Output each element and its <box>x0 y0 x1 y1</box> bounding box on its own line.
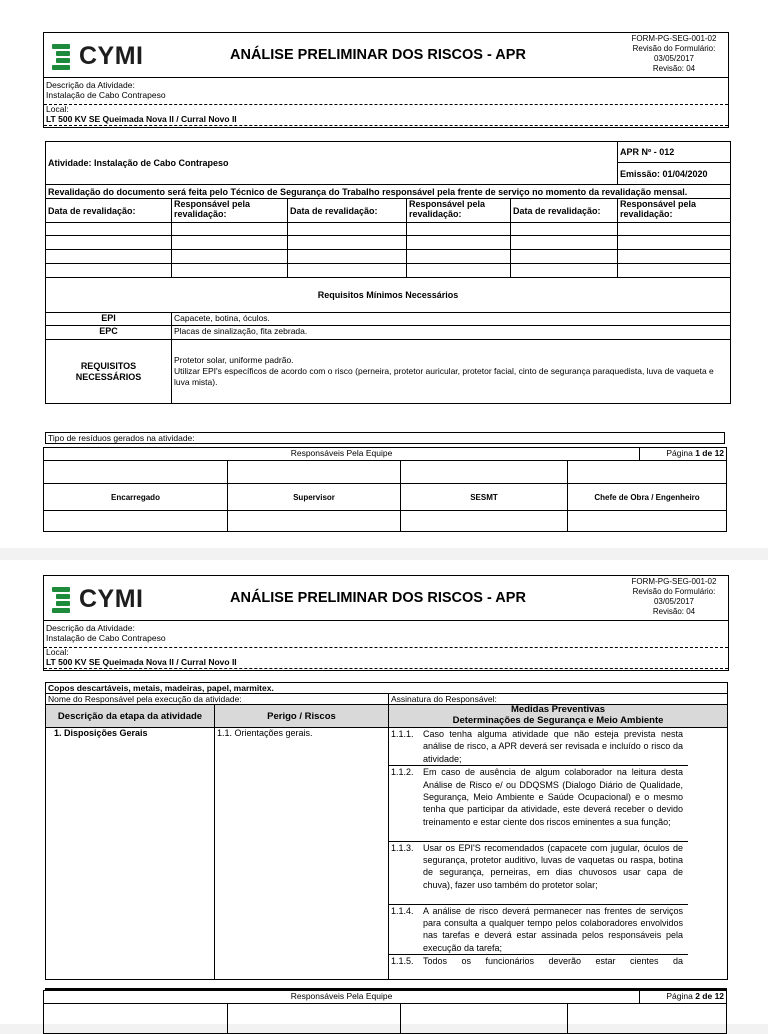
measure-number: 1.1.3. <box>391 842 414 853</box>
team-label: Responsáveis Pela Equipe <box>44 991 640 1004</box>
local-value: LT 500 KV SE Queimada Nova II / Curral Novo II <box>46 656 237 667</box>
requirements-line: Protetor solar, uniforme padrão. <box>174 355 294 365</box>
role-chefe-obra: Chefe de Obra / Engenheiro <box>568 484 727 511</box>
local-label: Local: <box>46 647 69 657</box>
epi-value: Capacete, botina, óculos. <box>172 313 731 326</box>
measure-text: A análise de risco deverá permanecer nas frentes de serviços para consulta a qualquer tempo pelos colaboradores envolvidos nas tarefas e deverá estar assinada pelos responsáveis pela execução da tarefa; <box>423 905 683 953</box>
step-description: 1. Disposições Gerais <box>46 728 215 980</box>
local-label: Local: <box>46 104 69 114</box>
reval-responsible-header: Responsável pela revalidação: <box>172 199 288 223</box>
revision-number: Revisão: 04 <box>652 607 696 616</box>
activity-block <box>43 621 729 671</box>
reval-row <box>46 264 731 278</box>
requirements-value <box>172 340 731 404</box>
risk-table <box>45 682 728 980</box>
form-revision-date: 03/05/2017 <box>653 597 695 606</box>
apr-number: APR Nº - 012 <box>618 142 731 163</box>
activity-cell: Atividade: Instalação de Cabo Contrapeso <box>46 142 618 185</box>
signature-table <box>43 447 727 532</box>
col-hazard-header: Perigo / Riscos <box>215 705 389 728</box>
measure-number: 1.1.5. <box>391 956 414 967</box>
document-page-2 <box>0 560 768 1024</box>
local-value: LT 500 KV SE Queimada Nova II / Curral Novo II <box>46 113 237 124</box>
document-title: ANÁLISE PRELIMINAR DOS RISCOS - APR <box>230 590 526 606</box>
revalidation-note: Revalidação do documento será feita pelo Técnico de Segurança do Trabalho responsável pela frente de serviço no momento da revalidação mensal. <box>46 185 731 199</box>
hazard-cell: 1.1. Orientações gerais. <box>215 728 389 980</box>
col-measures-header: Medidas Preventivas Determinações de Segurança e Meio Ambiente <box>389 705 728 728</box>
requirements-label: REQUISITOS NECESSÁRIOS <box>46 340 172 404</box>
document-header <box>43 575 729 621</box>
form-revision-label: Revisão do Formulário: <box>632 587 716 596</box>
apr-table <box>45 141 731 404</box>
description-label: Descrição da Atividade: <box>46 80 135 90</box>
revision-number: Revisão: 04 <box>652 64 696 73</box>
form-revision-date: 03/05/2017 <box>653 54 695 63</box>
form-code-block <box>620 33 728 74</box>
logo-text: CYMI <box>79 585 144 613</box>
page-number: Página 2 de 12 <box>640 991 727 1004</box>
col-step-header: Descrição da etapa da atividade <box>46 705 215 728</box>
epi-label: EPI <box>46 313 172 326</box>
description-value: Instalação de Cabo Contrapeso <box>46 89 166 100</box>
role-sesmt: SESMT <box>401 484 568 511</box>
reval-responsible-header: Responsável pela revalidação: <box>407 199 511 223</box>
cymi-logo-icon <box>52 587 74 613</box>
signature-table <box>43 990 727 1034</box>
waste-value: Copos descartáveis, metais, madeiras, papel, marmitex. <box>46 683 728 694</box>
form-revision-label: Revisão do Formulário: <box>632 44 716 53</box>
measure-number: 1.1.4. <box>391 905 414 916</box>
measure-text: Todos os funcionários deverão estar cientes da <box>423 956 683 967</box>
responsible-signature-field: Assinatura do Responsável: <box>389 694 728 705</box>
form-code: FORM-PG-SEG-001-02 <box>631 577 717 586</box>
page-number: Página 1 de 12 <box>640 448 727 461</box>
reval-row <box>46 223 731 236</box>
reval-responsible-header: Responsável pela revalidação: <box>618 199 731 223</box>
document-header <box>43 32 729 78</box>
reval-row <box>46 236 731 250</box>
measure-text: Usar os EPI'S recomendados (capacete com jugular, óculos de segurança, protetor auditivo, luvas de vaquetas ou raspa, botina de segurança, perneiras, em dias chuvosos usar capa de chuva), fazer uso também do protetor solar; <box>423 842 683 890</box>
requirements-line: Utilizar EPI's específicos de acordo com o risco (perneira, protetor auricular, protetor facial, cinto de segurança paraquedista, luva de vaqueta e luva mista). <box>174 366 714 387</box>
role-encarregado: Encarregado <box>44 484 228 511</box>
epc-label: EPC <box>46 326 172 340</box>
company-logo <box>52 585 144 614</box>
waste-type-field <box>45 432 725 444</box>
measures-cell <box>389 728 728 980</box>
waste-type-label: Tipo de resíduos gerados na atividade: <box>48 433 195 443</box>
role-supervisor: Supervisor <box>228 484 401 511</box>
company-logo <box>52 42 144 71</box>
reval-date-header: Data de revalidação: <box>511 199 618 223</box>
description-label: Descrição da Atividade: <box>46 623 135 633</box>
measure-number: 1.1.2. <box>391 767 414 778</box>
measure-number: 1.1.1. <box>391 729 414 739</box>
emission-date: Emissão: 01/04/2020 <box>618 163 731 185</box>
cymi-logo-icon <box>52 44 74 70</box>
responsible-name-field: Nome do Responsável pela execução da atividade: <box>46 694 389 705</box>
logo-text: CYMI <box>79 42 144 70</box>
form-code-block <box>620 576 728 617</box>
reval-date-header: Data de revalidação: <box>288 199 407 223</box>
activity-block <box>43 78 729 128</box>
reval-row <box>46 250 731 264</box>
description-value: Instalação de Cabo Contrapeso <box>46 632 166 643</box>
measure-text: Em caso de ausência de algum colaborador na leitura desta Análise de Risco e/ ou DDQSMS (Dialogo Diário de Qualidade, Segurança, Meio Ambiente e Saúde Ocupacional) e o mesmo tenha que participar da atividade, este deverá receber o devido treinamento e estar ciente dos riscos eminentes a sua função; <box>423 767 683 827</box>
measure-text: Caso tenha alguma atividade que não esteja prevista nesta análise de risco, a APR deverá ser revisada e incluído o risco da atividade; <box>423 729 683 764</box>
document-title: ANÁLISE PRELIMINAR DOS RISCOS - APR <box>230 47 526 63</box>
form-code: FORM-PG-SEG-001-02 <box>631 34 717 43</box>
epc-value: Placas de sinalização, fita zebrada. <box>172 326 731 340</box>
team-label: Responsáveis Pela Equipe <box>44 448 640 461</box>
reval-date-header: Data de revalidação: <box>46 199 172 223</box>
requirements-title: Requisitos Mínimos Necessários <box>46 278 731 313</box>
